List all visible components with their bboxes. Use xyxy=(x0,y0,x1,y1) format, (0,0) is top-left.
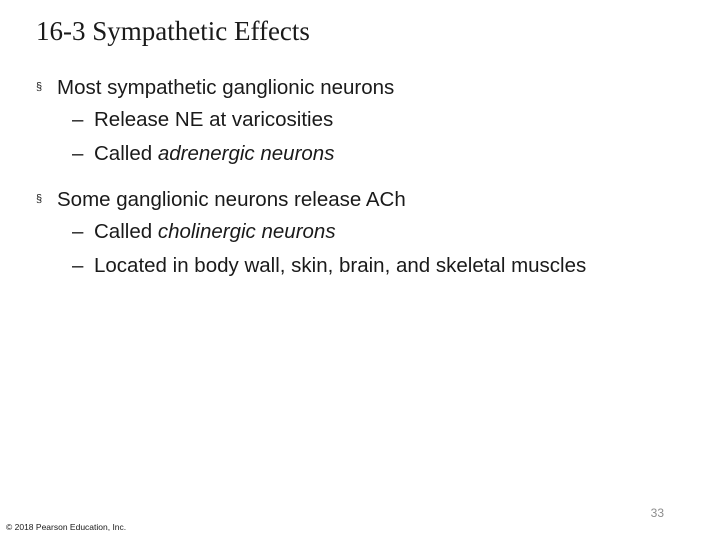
sub-bullet-item xyxy=(36,137,706,171)
bullet-text: Some ganglionic neurons release ACh xyxy=(57,188,406,211)
dash-bullet-icon: – xyxy=(72,108,84,131)
dash-bullet-icon: – xyxy=(72,254,84,277)
dash-bullet-icon: – xyxy=(72,142,84,165)
bullet-list xyxy=(36,72,706,283)
sub-bullet-item xyxy=(36,103,706,137)
copyright-notice: © 2018 Pearson Education, Inc. xyxy=(6,522,127,532)
sub-bullet-emphasis: cholinergic neurons xyxy=(157,220,336,243)
sub-bullet-item xyxy=(36,215,706,249)
slide-title: 16-3 Sympathetic Effects xyxy=(36,16,310,46)
sub-bullet-prefix: Called xyxy=(94,142,158,165)
dash-bullet-icon: – xyxy=(72,220,84,243)
sub-bullet-item xyxy=(36,249,706,283)
sub-bullet-text: Located in body wall, skin, brain, and skeletal muscles xyxy=(94,254,587,277)
bullet-item xyxy=(36,184,706,215)
page-number: 33 xyxy=(650,506,664,520)
bullet-item xyxy=(36,72,706,103)
square-bullet-icon: § xyxy=(36,193,43,205)
sub-bullet-text: Release NE at varicosities xyxy=(94,108,334,131)
group-spacer xyxy=(36,171,706,184)
square-bullet-icon: § xyxy=(36,81,43,93)
sub-bullet-prefix: Called xyxy=(94,220,158,243)
sub-bullet-emphasis: adrenergic neurons xyxy=(157,142,335,165)
bullet-text: Most sympathetic ganglionic neurons xyxy=(57,76,395,99)
